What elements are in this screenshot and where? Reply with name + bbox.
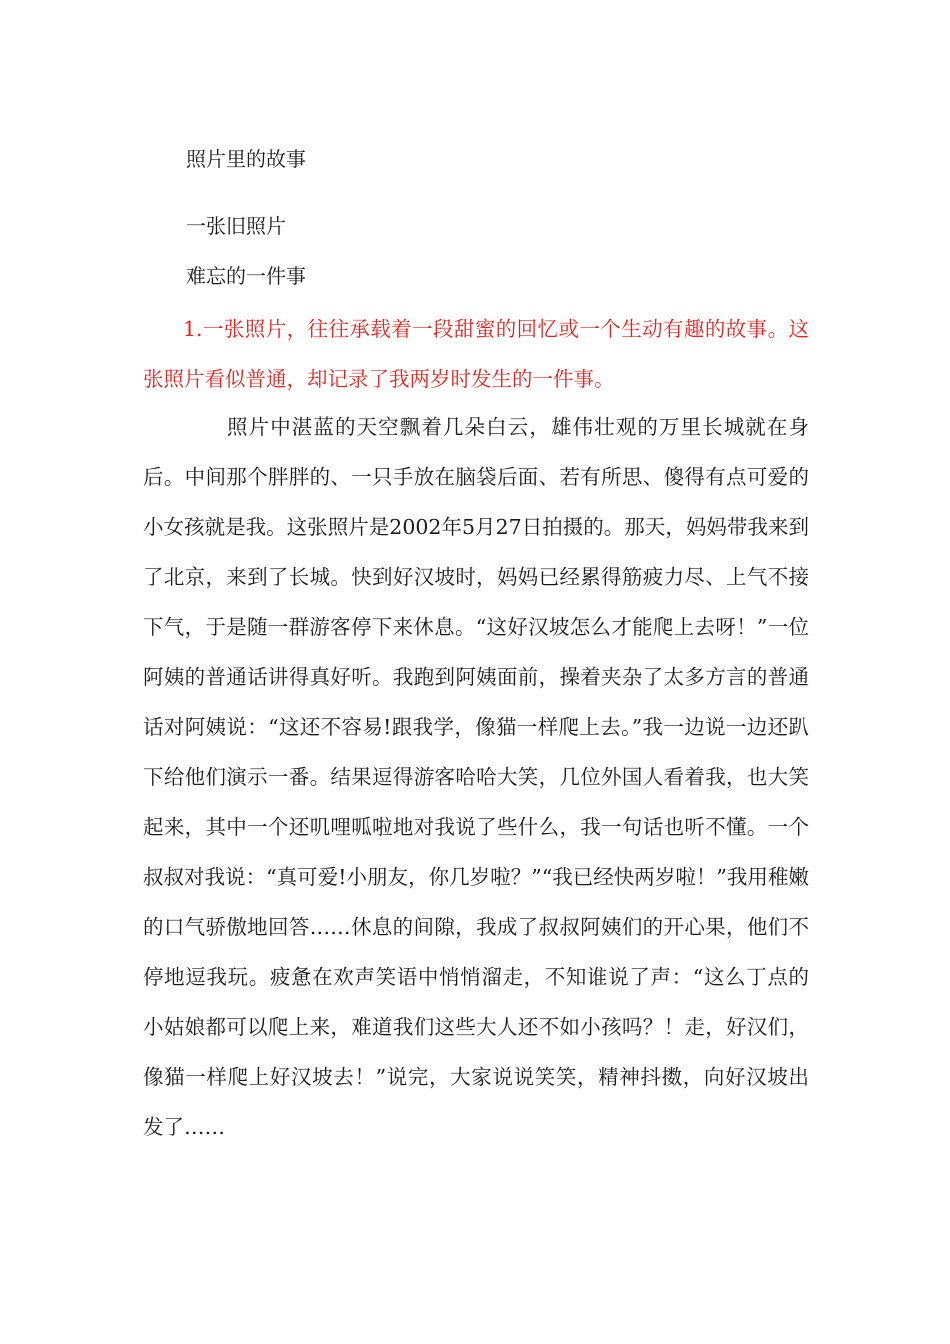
subtitle-heading-memorable-event: 难忘的一件事 (186, 264, 306, 288)
title-heading: 照片里的故事 (186, 147, 306, 171)
intro-paragraph: 1.一张照片，往往承载着一段甜蜜的回忆或一个生动有趣的故事。这张照片看似普通，却记录了我两岁时发生的一件事。 (143, 317, 809, 391)
body-paragraph: 照片中湛蓝的天空飘着几朵白云，雄伟壮观的万里长城就在身后。中间那个胖胖的、一只手放在脑袋后面、若有所思、傻得有点可爱的小女孩就是我。这张照片是2002年5月27日拍摄的。那天，妈妈带我来到了北京，来到了长城。快到好汉坡时，妈妈已经累得筋疲力尽、上气不接下气，于是随一群游客停下来休息。“这好汉坡怎么才能爬上去呀！”一位阿姨的普通话讲得真好听。我跑到阿姨面前，操着夹杂了太多方言的普通话对阿姨说：“这还不容易!跟我学，像猫一样爬上去。”我一边说一边还趴下给他们演示一番。结果逗得游客哈哈大笑，几位外国人看着我，也大笑起来，其中一个还叽哩呱啦地对我说了些什么，我一句话也听不懂。一个叔叔对我说：“真可爱!小朋友，你几岁啦？”“我已经快两岁啦！”我用稚嫩的口气骄傲地回答……休息的间隙，我成了叔叔阿姨们的开心果，他们不停地逗我玩。疲惫在欢声笑语中悄悄溜走，不知谁说了声：“这么丁点的小姑娘都可以爬上来，难道我们这些大人还不如小孩吗？！走，好汉们，像猫一样爬上好汉坡去！”说完，大家说说笑笑，精神抖擞，向好汉坡出发了…… (143, 415, 809, 1139)
subtitle-heading-old-photo: 一张旧照片 (186, 214, 286, 238)
